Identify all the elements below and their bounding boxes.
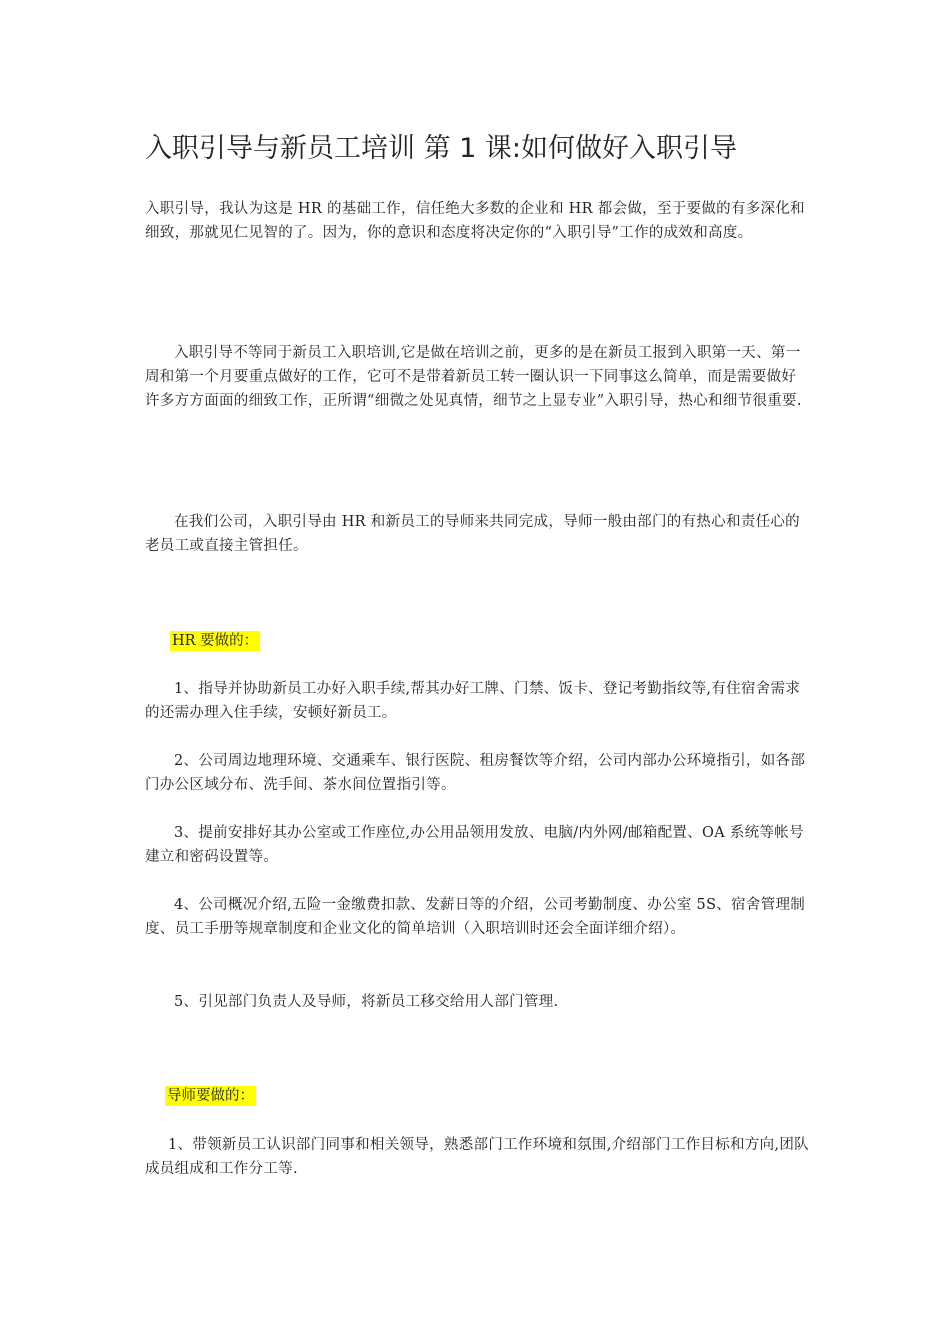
intro-paragraph: 入职引导，我认为这是 HR 的基础工作，信任绝大多数的企业和 HR 都会做，至于要做的有多深化和细致，那就见仁见智的了。因为，你的意识和态度将决定你的“入职引导”工作的成效和高度。 xyxy=(145,201,805,241)
document-title: 入职引导与新员工培训 第 1 课:如何做好入职引导 xyxy=(145,133,738,164)
paragraph-onboarding-responsibility: 在我们公司，入职引导由 HR 和新员工的导师来共同完成，导师一般由部门的有热心和责任心的老员工或直接主管担任。 xyxy=(145,514,800,554)
mentor-item-1: 1、带领新员工认识部门同事和相关领导，熟悉部门工作环境和氛围,介绍部门工作目标和方向,团队成员组成和工作分工等. xyxy=(145,1137,809,1177)
hr-item-1: 1、指导并协助新员工办好入职手续,帮其办好工牌、门禁、饭卡、登记考勤指纹等,有住宿舍需求的还需办理入住手续，安顿好新员工。 xyxy=(145,681,801,721)
hr-item-5: 5、引见部门负责人及导师，将新员工移交给用人部门管理. xyxy=(174,994,559,1010)
hr-item-4: 4、公司概况介绍,五险一金缴费扣款、发薪日等的介绍，公司考勤制度、办公室 5S、宿舍管理制度、员工手册等规章制度和企业文化的简单培训（入职培训时还会全面详细介绍）。 xyxy=(145,897,806,937)
hr-item-3: 3、提前安排好其办公室或工作座位,办公用品领用发放、电脑/内外网/邮箱配置、OA 系统等帐号建立和密码设置等。 xyxy=(145,825,804,865)
hr-section-heading: HR 要做的： xyxy=(172,633,259,649)
mentor-section-heading: 导师要做的： xyxy=(167,1088,254,1104)
hr-item-2: 2、公司周边地理环境、交通乘车、银行医院、租房餐饮等介绍，公司内部办公环境指引，如各部门办公区域分布、洗手间、茶水间位置指引等。 xyxy=(145,753,806,793)
paragraph-onboarding-definition: 入职引导不等同于新员工入职培训,它是做在培训之前，更多的是在新员工报到入职第一天、第一周和第一个月要重点做好的工作，它可不是带着新员工转一圈认识一下同事这么简单，而是需要做好许多方方面面的细致工作，正所谓“细微之处见真情，细节之上显专业”入职引导，热心和细节很重要. xyxy=(145,345,802,409)
